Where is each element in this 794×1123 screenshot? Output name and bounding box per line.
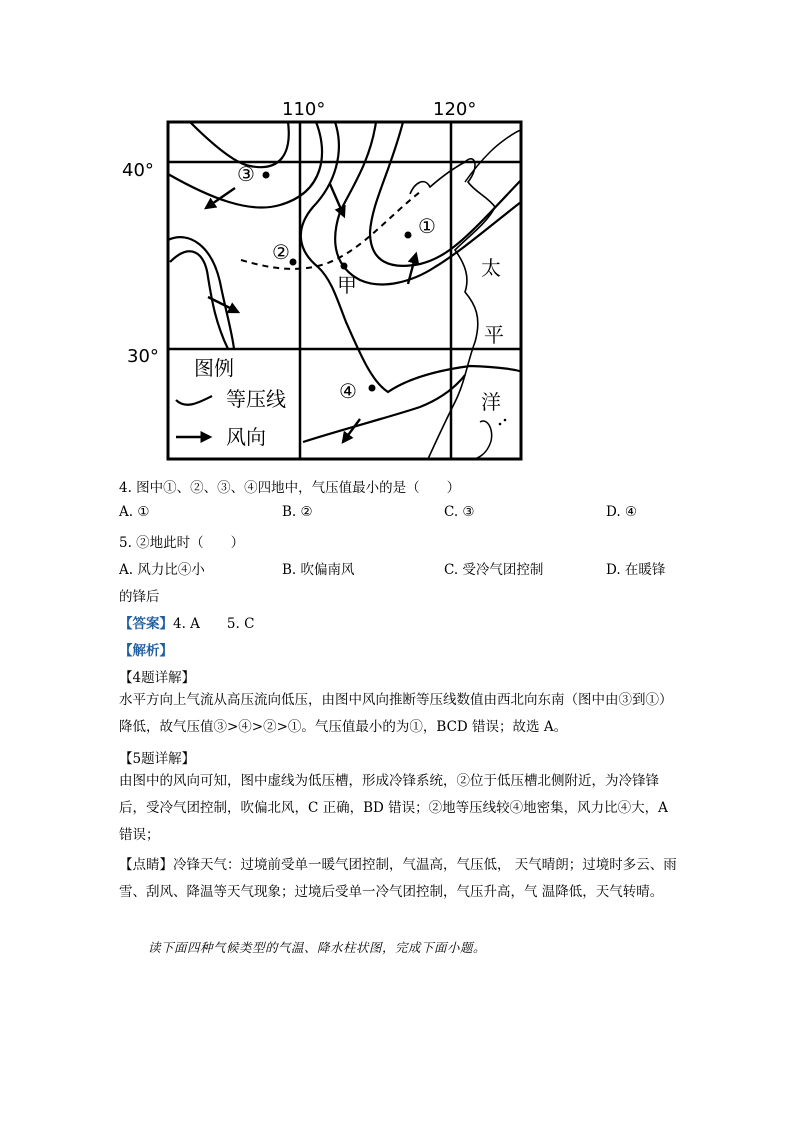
answer-tag: 【答案】 (119, 616, 173, 632)
ocean-yang-label: 洋 (481, 390, 501, 414)
ocean-tai-label: 太 (481, 256, 501, 280)
answer-line (119, 612, 254, 632)
lat-30-label: 30° (127, 346, 159, 367)
legend-title: 图例 (194, 356, 234, 380)
detail4-body: 水平方向上气流从高压流向低压，由图中风向推断等压线数值由西北向东南（图中由③到①）降低，故气压值③>④>②>①。气压值最小的为①，BCD 错误；故选 A。 (119, 692, 673, 735)
point-label-1: ① (418, 214, 436, 238)
answer-text: 4. A 5. C (173, 616, 255, 632)
q5-option-a: A. 风力比④小 (119, 562, 205, 578)
q5-option-b: B. 吹偏南风 (282, 562, 355, 578)
wind-arrow (343, 419, 360, 442)
q5-option-d: D. 在暖锋 (606, 562, 666, 578)
legend-isobar-line (176, 396, 212, 405)
detail5-body: 由图中的风向可知，图中虚线为低压槽，形成冷锋系统，②位于低压槽北侧附近，为冷锋锋后，受冷气团控制，吹偏北风，C 正确，BD 错误；②地等压线较④地密集，风力比④大，A 错误； (119, 773, 668, 843)
point-label-2: ② (272, 240, 290, 264)
point-dot-1 (405, 232, 412, 239)
next-section-intro: 读下面四种气候类型的气温、降水柱状图，完成下面小题。 (148, 940, 487, 955)
weather-map (120, 92, 530, 462)
map-labels (122, 99, 504, 449)
detail5-title: 【5题详解】 (119, 751, 196, 767)
weather-map-svg (120, 92, 530, 462)
analysis-tag: 【解析】 (119, 643, 173, 659)
point-label-4: ④ (339, 379, 357, 403)
q5-option-d-continued: 的锋后 (119, 589, 160, 605)
wind-arrows (176, 184, 416, 442)
point-dot-3 (263, 172, 270, 179)
island-dot (499, 423, 502, 426)
q5-stem: 5. ②地此时（ ） (119, 535, 245, 551)
wind-arrow (206, 188, 235, 208)
q5-option-c: C. 受冷气团控制 (444, 562, 544, 578)
isobar (168, 237, 234, 349)
legend-isobar-label: 等压线 (226, 387, 286, 411)
front-line (241, 192, 420, 269)
lon-110-label: 110° (282, 99, 326, 120)
q4-stem: 4. 图中①、②、③、④四地中，气压值最小的是（ ） (119, 480, 461, 496)
detail4-title: 【4题详解】 (119, 670, 196, 686)
q4-option-c: C. ③ (444, 504, 475, 520)
island-dot (504, 419, 507, 422)
point-label-3: ③ (237, 162, 255, 186)
ocean-ping-label: 平 (484, 323, 504, 347)
q4-option-d: D. ④ (606, 504, 638, 520)
taiwan-coast (472, 421, 492, 459)
q4-option-a: A. ① (119, 504, 150, 520)
legend-wind-label: 风向 (226, 425, 266, 449)
isobar (170, 251, 228, 349)
point-dot-4 (369, 385, 376, 392)
tip-text: 冷锋天气：过境前受单一暖气团控制，气温高，气压低， 天气晴朗；过境时多云、雨雪、刮风、降温等天气现象；过境后受单一冷气团控制，气压升高，气 温降低，天气转晴。 (119, 857, 677, 900)
tip-block (119, 852, 679, 906)
lat-40-label: 40° (122, 160, 154, 181)
isobar (190, 122, 289, 167)
lon-120-label: 120° (433, 99, 477, 120)
tip-tag: 【点睛】 (119, 857, 173, 873)
place-jia-label: 甲 (337, 273, 357, 297)
point-dot-2 (290, 259, 297, 266)
point-dot-jia (341, 263, 348, 270)
q4-option-b: B. ② (282, 504, 313, 520)
wind-arrow (330, 184, 344, 216)
